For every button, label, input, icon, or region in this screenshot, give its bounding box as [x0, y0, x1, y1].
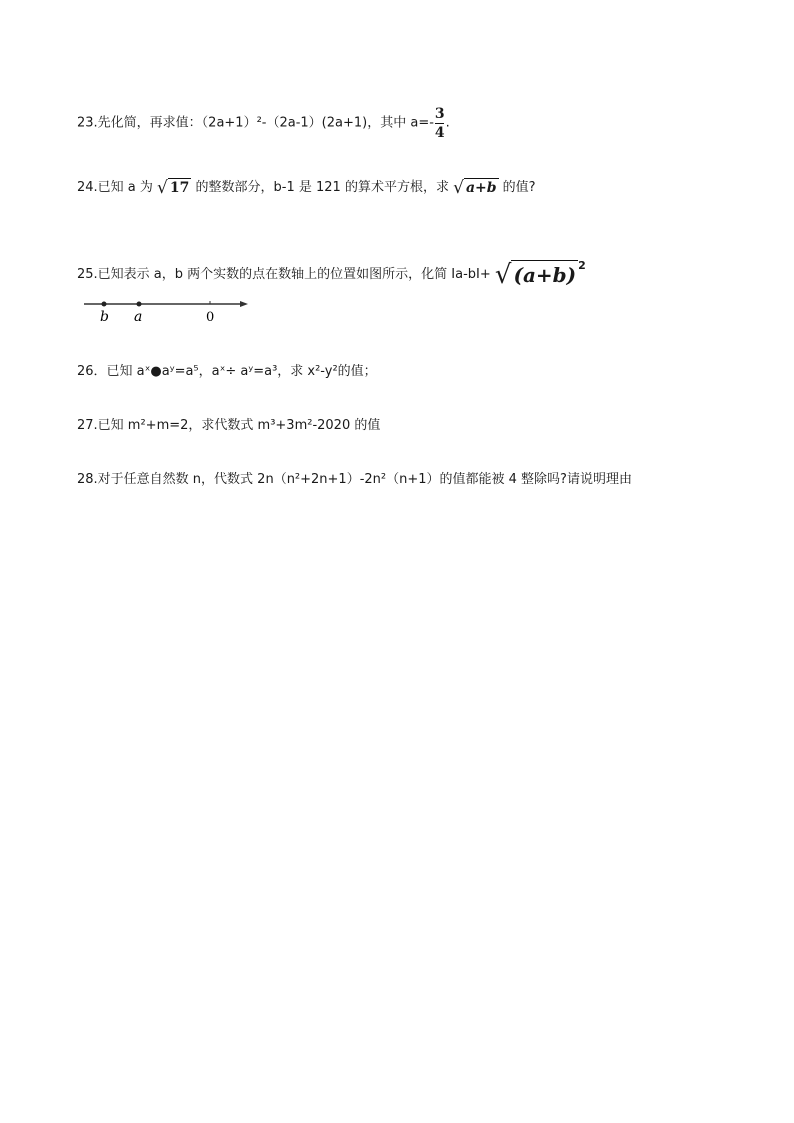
question-23 [77, 106, 450, 141]
label-a: a [134, 309, 143, 325]
label-b: b [100, 309, 109, 325]
fraction [435, 106, 445, 141]
question-24-pre: 24.已知 a 为 [77, 180, 153, 195]
question-27 [77, 416, 380, 437]
question-25 [77, 260, 586, 290]
question-27-text: 27.已知 m²+m=2，求代数式 m³+3m²-2020 的值 [77, 418, 381, 433]
sqrt-17: √ 17 [157, 178, 190, 198]
question-23-tail: . [445, 115, 450, 131]
question-25-text: 25.已知表示 a，b 两个实数的点在数轴上的位置如图所示，化简 Ia-bI+ [77, 267, 491, 282]
question-26 [77, 362, 377, 383]
fraction-denominator: 4 [434, 125, 445, 141]
question-23-text: 23.先化简，再求值：（2a+1）²-（2a-1）(2a+1)，其中 a=- [77, 115, 434, 131]
question-24 [77, 178, 536, 199]
question-28 [77, 470, 632, 491]
point-b [102, 302, 107, 307]
exponent: 2 [578, 259, 586, 272]
sqrt-a-plus-b-squared: √ (a+b) [494, 260, 577, 290]
sqrt-a-plus-b: √ a+b [453, 178, 497, 198]
label-zero: 0 [206, 310, 215, 325]
number-line-arrow [240, 301, 248, 307]
question-24-mid: 的整数部分，b-1 是 121 的算术平方根，求 [195, 180, 449, 195]
point-a [137, 302, 142, 307]
question-28-text: 28.对于任意自然数 n，代数式 2n（n²+2n+1）-2n²（n+1）的值都能被 4 整除吗?请说明理由 [77, 472, 632, 487]
question-24-tail: 的值? [502, 180, 536, 195]
number-line [82, 296, 252, 326]
question-26-text: 26．已知 aˣ●aʸ=a⁵，aˣ÷ aʸ=a³，求 x²-y²的值； [77, 364, 377, 379]
fraction-numerator: 3 [434, 106, 445, 122]
